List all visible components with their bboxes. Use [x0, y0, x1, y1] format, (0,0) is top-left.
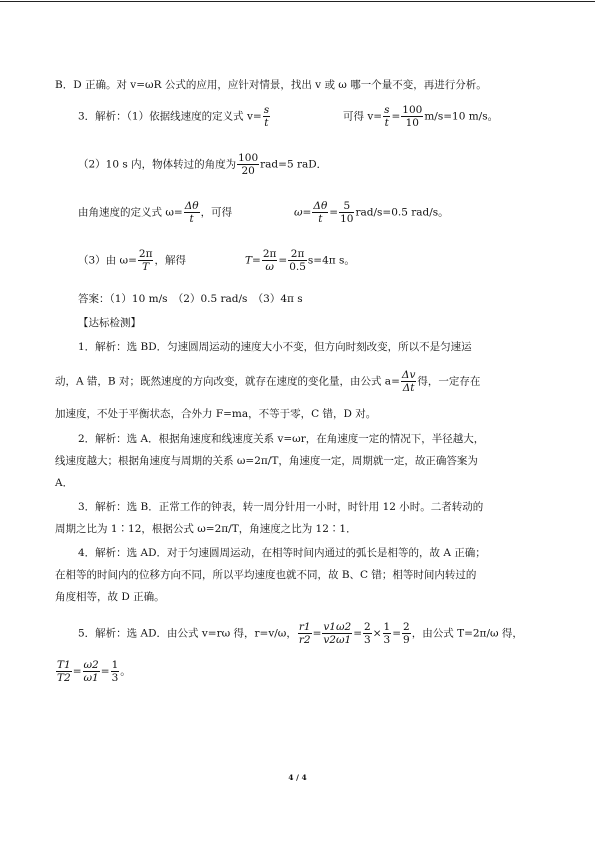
q1-line-2: 动，A 错，B 对；既然速度的方向改变，就存在速度的变化量，由公式 a= $\frac{\Delta v}{\Delta t}$ 得，一定存在: [55, 369, 481, 394]
q1-line-3: 加速度，不处于平衡状态，合外力 F=ma，不等于零，C 错，D 对。: [55, 408, 377, 420]
fraction-5-over-10: $\frac{5}{10}$: [340, 200, 354, 225]
p3-text-a: 3．解析：（1）依据线速度的定义式 v=: [78, 110, 262, 123]
fraction-dtheta-over-t: $\frac{\Delta\theta}{t}$: [184, 200, 199, 225]
fraction-100-over-10: $\frac{100}{10}$: [402, 104, 423, 129]
q2-line-1: 2．解析：选 A．根据角速度和线速度关系 v=ωr，在角速度一定的情况下，半径越大，: [78, 433, 485, 445]
q5-line-2: $\frac{T1}{T2}$ = $\frac{\omega 2}{\omega 1}$ = $\frac{1}{3}$ 。: [57, 659, 131, 684]
header-rule: [0, 1, 595, 2]
fraction-w2-over-w1: $\frac{\omega 2}{\omega 1}$: [83, 659, 99, 684]
fraction-s-over-t: $\frac{s}{t}$: [263, 104, 270, 129]
line-b-d-correct: B．D 正确。对 v=ωR 公式的应用，应针对情景，找出 v 或 ω 哪一个量不变，再进行分析。: [55, 79, 487, 91]
p3-line-1: [78, 104, 271, 129]
p3-line-4: （3）由 ω= $\frac{2\pi}{T}$ ，解得: [78, 248, 186, 273]
q2-line-2: 线速度越大；根据角速度与周期的关系 ω=2π/T，角速度一定，周期就一定，故正确答案为: [55, 455, 478, 467]
fraction-1-over-3: $\frac{1}{3}$: [383, 621, 391, 646]
q5-line-1: 5．解析：选 AD．由公式 v=rω 得，r=v/ω， $\frac{r1}{r2}$ = $\frac{v1\omega 2}{v2\omega 1}$ = $\frac{2}{3}$ × $\frac{1}{3}$ = $\frac{2}{9}$ ，由公式 T=2π/ω 得，: [78, 621, 523, 646]
p3-line-1-result: 可得 v= $\frac{s}{t}$ = $\frac{100}{10}$ m/s=10 m/s。: [343, 104, 499, 129]
q2-line-3: A．: [55, 477, 74, 489]
q4-line-3: 角度相等，故 D 正确。: [55, 591, 165, 603]
p3-line-3-result: ω= $\frac{\Delta\theta}{t}$ = $\frac{5}{10}$ rad/s=0.5 rad/s。: [294, 200, 449, 225]
fraction-1-over-3-result: $\frac{1}{3}$: [111, 659, 119, 684]
fraction-s-over-t-2: $\frac{s}{t}$: [384, 104, 390, 129]
p3-line-3: 由角速度的定义式 ω= $\frac{\Delta\theta}{t}$ ，可得: [78, 200, 233, 225]
q1-line-1: 1．解析：选 BD．匀速圆周运动的速度大小不变，但方向时刻改变，所以不是匀速运: [78, 341, 472, 353]
fraction-dtheta-over-t-2: $\frac{\Delta\theta}{t}$: [313, 200, 328, 225]
fraction-2-over-3: $\frac{2}{3}$: [364, 621, 371, 646]
fraction-dv-over-dt: $\frac{\Delta v}{\Delta t}$: [401, 369, 416, 394]
q3-line-1: 3．解析：选 B．正常工作的钟表，转一周分针用一小时，时针用 12 小时。二者转动的: [78, 501, 484, 513]
fraction-2pi-over-omega: $\frac{2\pi}{\omega}$: [262, 248, 277, 273]
section-heading: 【达标检测】: [78, 317, 141, 329]
q3-line-2: 周期之比为 1∶12，根据公式 ω=2π/T，角速度之比为 12∶1．: [55, 523, 357, 535]
page-number: 4 / 4: [288, 773, 307, 782]
p3-line-2: （2）10 s 内，物体转过的角度为 $\frac{100}{20}$ rad=5 raD．: [78, 152, 328, 177]
answer-line: 答案：（1）10 m/s （2）0.5 rad/s （3）4π s: [78, 293, 303, 305]
fraction-T1-over-T2: $\frac{T1}{T2}$: [57, 659, 71, 684]
fraction-r1-over-r2: $\frac{r1}{r2}$: [298, 621, 311, 646]
fraction-2pi-over-T: $\frac{2\pi}{T}$: [138, 248, 153, 273]
p3-line-4-result: T= $\frac{2\pi}{\omega}$ = $\frac{2\pi}{0.5}$ s=4π s。: [245, 248, 355, 273]
fraction-v1w2-over-v2w1: $\frac{v1\omega 2}{v2\omega 1}$: [323, 621, 352, 646]
fraction-2pi-over-0-5: $\frac{2\pi}{0.5}$: [289, 248, 306, 273]
q4-line-2: 在相等的时间内的位移方向不同，所以平均速度也就不同，故 B、C 错；相等时间内转过的: [55, 569, 477, 581]
fraction-2-over-9: $\frac{2}{9}$: [403, 621, 410, 646]
fraction-100-over-20: $\frac{100}{20}$: [238, 152, 259, 177]
q4-line-1: 4．解析：选 AD．对于匀速圆周运动，在相等时间内通过的弧长是相等的，故 A 正确；: [78, 547, 486, 559]
